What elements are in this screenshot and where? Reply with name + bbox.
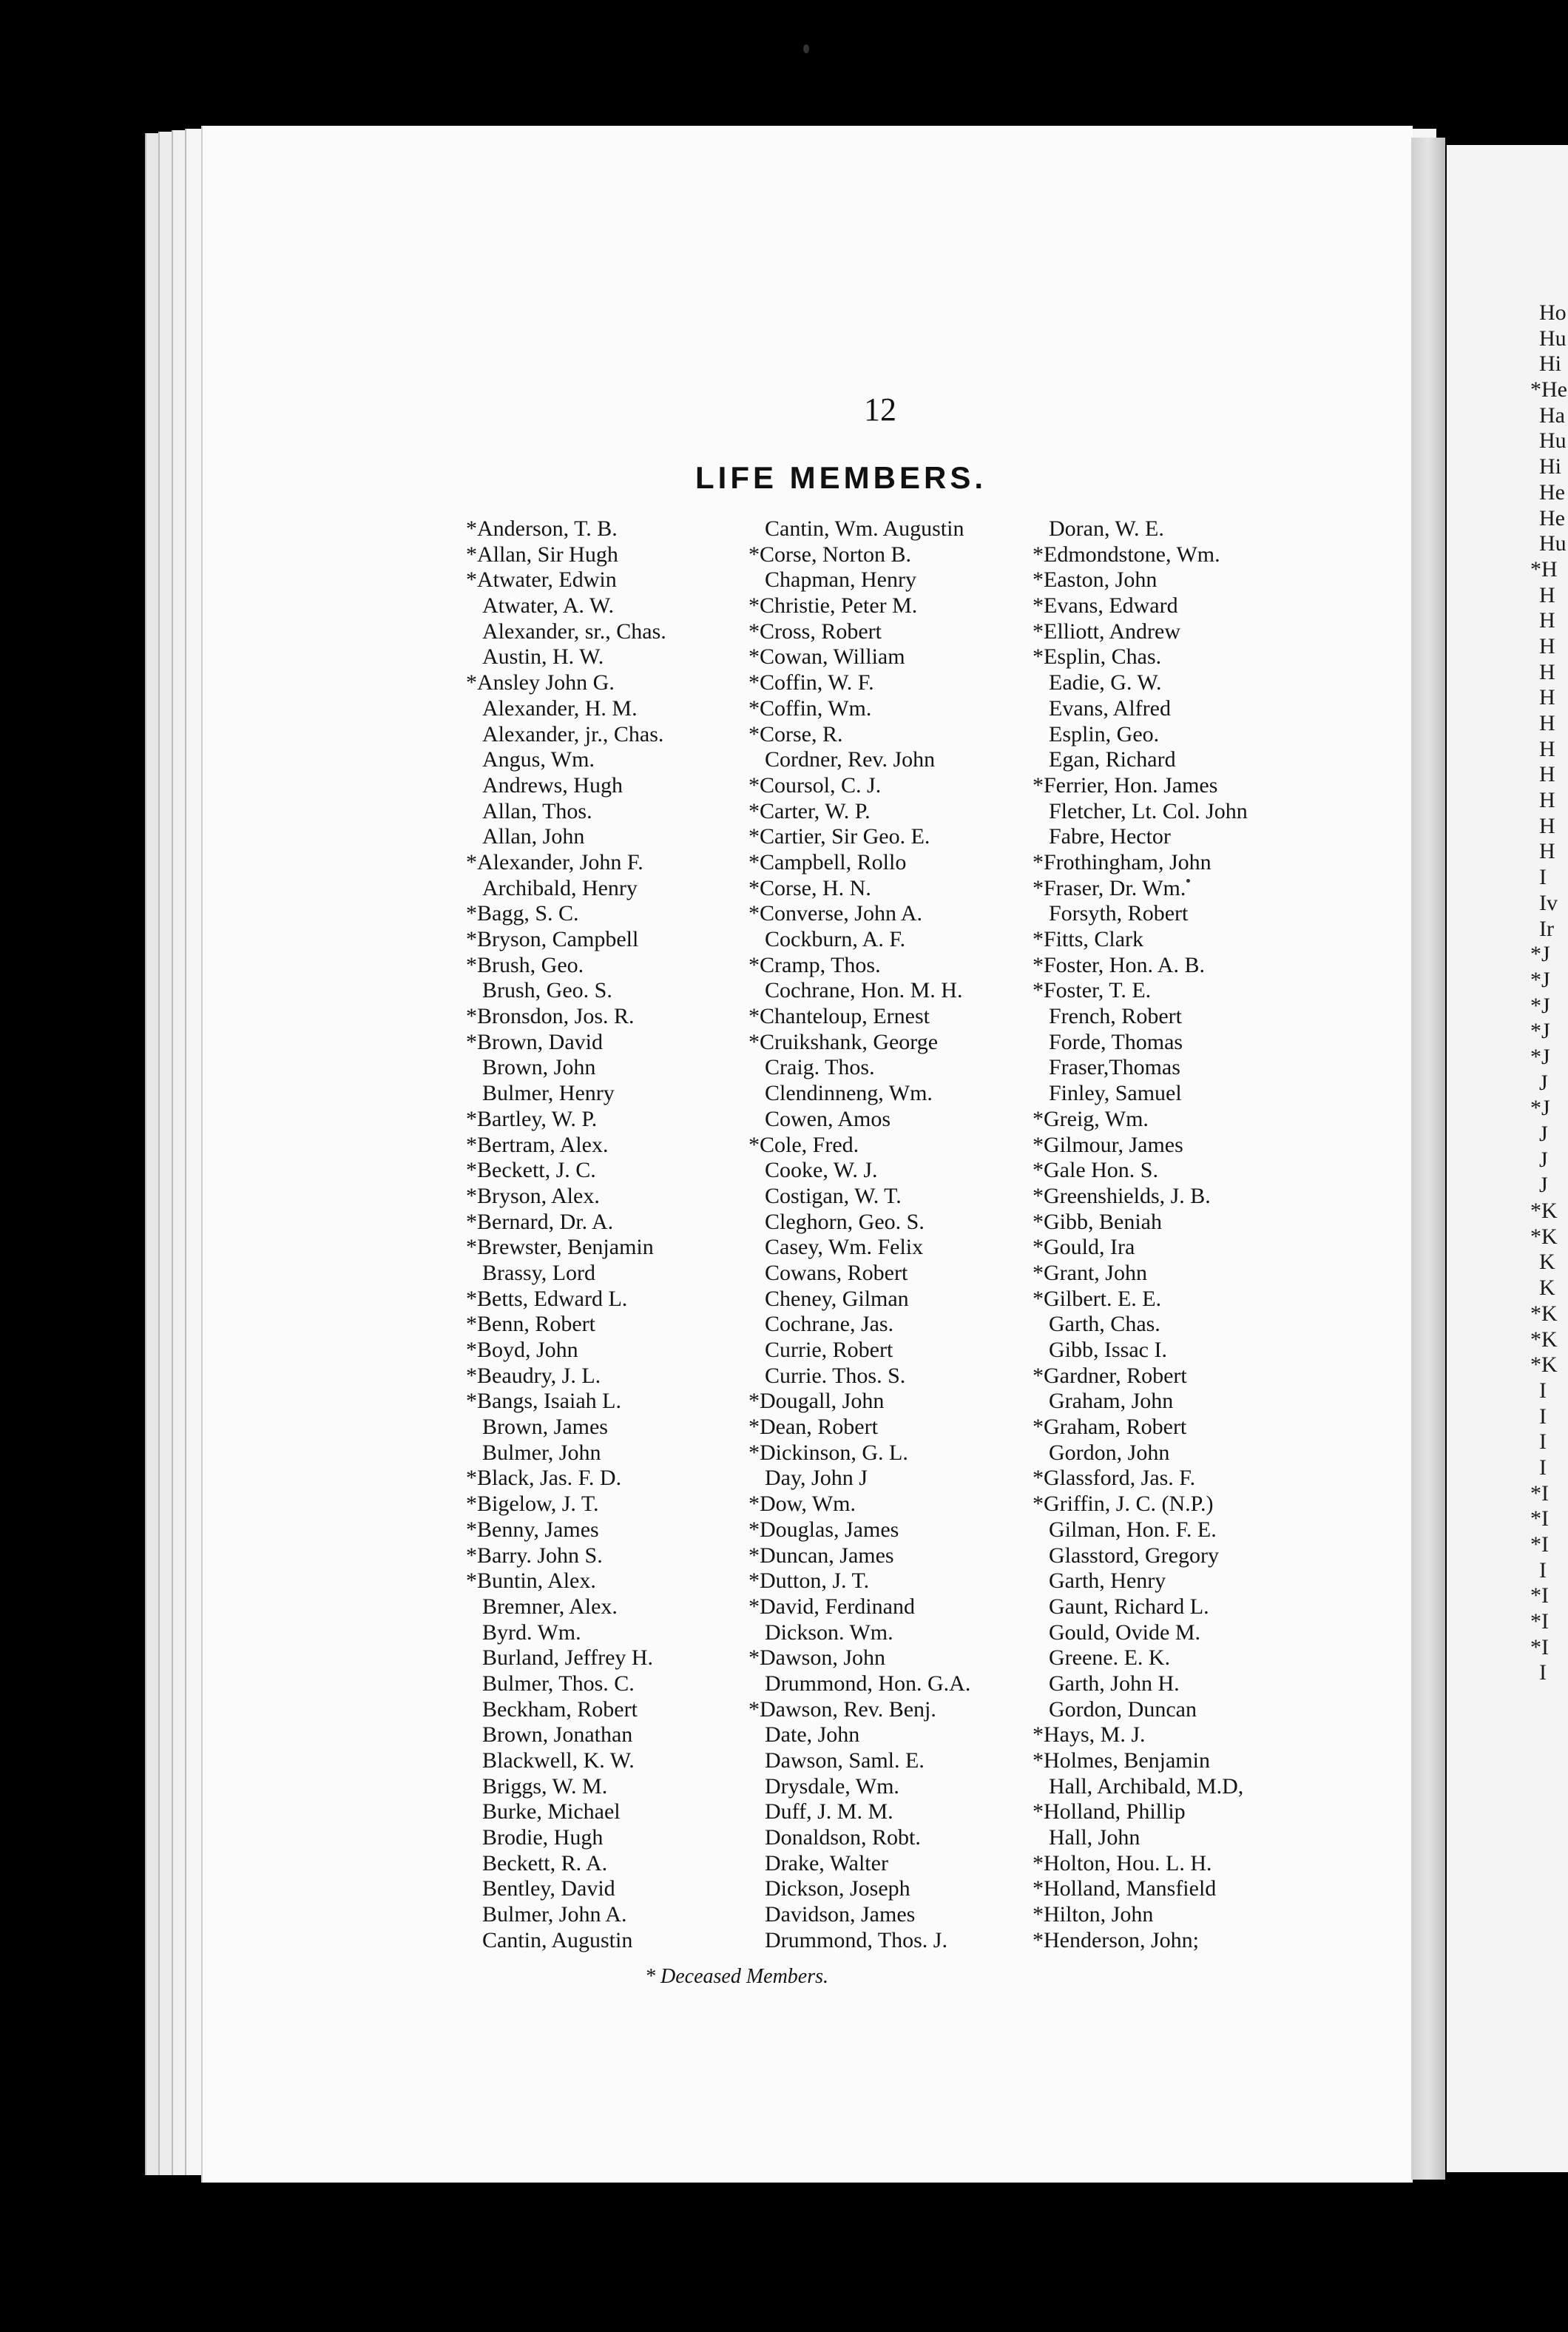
member-name: Dickson, Joseph xyxy=(765,1876,910,1901)
member-name: *Dawson, John xyxy=(748,1645,885,1671)
member-name: Garth, Chas. xyxy=(1049,1312,1160,1337)
facing-page-fragment: *I xyxy=(1530,1609,1549,1634)
member-name: Bentley, David xyxy=(482,1876,615,1901)
facing-page-fragment: *J xyxy=(1530,1044,1550,1069)
member-name: *Elliott, Andrew xyxy=(1033,619,1180,644)
member-name: *Foster, T. E. xyxy=(1033,978,1152,1003)
member-name: *Dickinson, G. L. xyxy=(748,1440,908,1465)
facing-page-fragment: Ha xyxy=(1539,402,1565,428)
facing-page-fragment: I xyxy=(1539,1429,1547,1455)
dust-speck xyxy=(803,44,809,53)
facing-page-fragment: I xyxy=(1539,1378,1547,1403)
member-name: Evans, Alfred xyxy=(1049,695,1171,721)
member-name: *Cross, Robert xyxy=(748,619,882,644)
member-name: *Dawson, Rev. Benj. xyxy=(748,1696,936,1722)
facing-page-fragment: I xyxy=(1539,1455,1547,1480)
facing-page-fragment: I xyxy=(1539,1403,1547,1429)
facing-page-fragment: H xyxy=(1539,685,1555,710)
facing-page-fragment: *H xyxy=(1530,556,1558,582)
member-name: *Holmes, Benjamin xyxy=(1033,1748,1210,1773)
facing-page-fragment: *J xyxy=(1530,967,1550,992)
member-name: *Glassford, Jas. F. xyxy=(1033,1466,1196,1491)
member-name: *Beckett, J. C. xyxy=(466,1158,596,1183)
member-column-3 xyxy=(1033,516,1248,1954)
member-name: Cheney, Gilman xyxy=(765,1286,909,1311)
member-name: Dawson, Saml. E. xyxy=(765,1748,925,1773)
member-name: *Cole, Fred. xyxy=(748,1132,859,1157)
facing-page-fragment: J xyxy=(1539,1147,1548,1172)
facing-page-fragment: H xyxy=(1539,582,1555,607)
member-name: Currie. Thos. S. xyxy=(765,1363,906,1388)
member-name: *Bartley, W. P. xyxy=(466,1106,598,1131)
member-name: Davidson, James xyxy=(765,1902,916,1927)
facing-page-fragment: K xyxy=(1539,1250,1555,1275)
facing-page-fragment: *J xyxy=(1530,942,1550,967)
member-name: French, Robert xyxy=(1049,1004,1182,1029)
member-name: *Ferrier, Hon. James xyxy=(1033,772,1218,798)
facing-page-fragment: H xyxy=(1539,762,1555,787)
member-name: Blackwell, K. W. xyxy=(482,1748,635,1773)
member-name: Cockburn, A. F. xyxy=(765,927,906,951)
facing-page-fragment: J xyxy=(1539,1122,1548,1146)
member-name: Day, John J xyxy=(765,1466,868,1491)
member-name: Bulmer, Henry xyxy=(482,1081,615,1106)
facing-page-fragment: *K xyxy=(1530,1224,1558,1249)
member-name: *Anderson, T. B. xyxy=(466,516,618,541)
member-name: *Evans, Edward xyxy=(1033,593,1178,619)
member-name: Alexander, jr., Chas. xyxy=(482,721,664,747)
member-name: *Fraser, Dr. Wm. xyxy=(1033,875,1186,900)
member-name: Burland, Jeffrey H. xyxy=(482,1645,654,1671)
member-name: Gordon, Duncan xyxy=(1049,1696,1197,1722)
facing-page-fragment: *J xyxy=(1530,1019,1550,1044)
member-name: *Foster, Hon. A. B. xyxy=(1033,952,1205,977)
member-name: Cochrane, Hon. M. H. xyxy=(765,978,963,1003)
facing-page-fragment: H xyxy=(1539,659,1555,684)
member-name: Burke, Michael xyxy=(482,1799,621,1824)
member-name: *Chanteloup, Ernest xyxy=(748,1004,930,1029)
member-name: Allan, Thos. xyxy=(482,798,592,823)
facing-page-fragment: Ir xyxy=(1539,916,1554,941)
member-name: Gibb, Issac I. xyxy=(1049,1338,1167,1362)
member-name: Gaunt, Richard L. xyxy=(1049,1594,1209,1619)
member-name: Doran, W. E. xyxy=(1049,516,1164,541)
member-column-2 xyxy=(748,516,970,1954)
facing-page-fragment: *I xyxy=(1530,1532,1549,1557)
member-name: *Allan, Sir Hugh xyxy=(466,542,618,567)
member-name: *Cowan, William xyxy=(748,644,905,670)
member-name: *Boyd, John xyxy=(466,1338,578,1362)
facing-page-fragment: K xyxy=(1539,1275,1555,1301)
member-name: *Christie, Peter M. xyxy=(748,593,918,619)
member-name: Clendinneng, Wm. xyxy=(765,1081,933,1106)
facing-page-fragment: *He xyxy=(1530,377,1567,402)
member-name: *Beaudry, J. L. xyxy=(466,1363,601,1388)
member-name: *Graham, Robert xyxy=(1033,1415,1187,1440)
member-name: Eadie, G. W. xyxy=(1049,670,1162,695)
member-name: *Corse, R. xyxy=(748,721,843,747)
member-name: *Carter, W. P. xyxy=(748,798,871,823)
member-name: Brush, Geo. S. xyxy=(482,978,612,1003)
member-name: *Dow, Wm. xyxy=(748,1492,856,1517)
member-name: *Gilmour, James xyxy=(1033,1132,1183,1157)
member-name: Currie, Robert xyxy=(765,1338,893,1362)
member-name: Gordon, John xyxy=(1049,1440,1170,1465)
facing-page-fragment: I xyxy=(1539,865,1547,890)
facing-page-fragment: H xyxy=(1539,788,1555,813)
facing-page-fragment: H xyxy=(1539,608,1555,633)
member-name: *Brush, Geo. xyxy=(466,952,584,977)
facing-page-fragment: I xyxy=(1539,1660,1547,1685)
member-name: Beckett, R. A. xyxy=(482,1850,608,1876)
member-name: Dickson. Wm. xyxy=(765,1620,893,1645)
page-gutter-shadow xyxy=(1411,138,1445,2180)
member-name: *Griffin, J. C. (N.P.) xyxy=(1033,1492,1214,1517)
member-name: *Bryson, Campbell xyxy=(466,927,639,951)
member-name: *Cramp, Thos. xyxy=(748,952,881,977)
member-name: *Benny, James xyxy=(466,1517,599,1542)
member-name: *Brown, David xyxy=(466,1029,603,1054)
facing-page-fragment: Hu xyxy=(1539,531,1567,556)
member-name: *Bangs, Isaiah L. xyxy=(466,1389,621,1414)
member-name: *Fitts, Clark xyxy=(1033,927,1144,951)
member-name: Brown, John xyxy=(482,1055,596,1080)
member-name: *Hays, M. J. xyxy=(1033,1722,1146,1748)
member-name: *Frothingham, John xyxy=(1033,849,1212,874)
deceased-members-footnote: * Deceased Members. xyxy=(645,1965,829,1988)
member-name: *Greig, Wm. xyxy=(1033,1106,1149,1131)
member-name: Duff, J. M. M. xyxy=(765,1799,893,1824)
member-name: *Dougall, John xyxy=(748,1389,885,1414)
facing-page-fragment: I xyxy=(1539,1557,1547,1583)
member-name: Date, John xyxy=(765,1722,860,1748)
member-name: *Alexander, John F. xyxy=(466,849,643,874)
member-name: Fraser,Thomas xyxy=(1049,1055,1180,1080)
member-name: Gould, Ovide M. xyxy=(1049,1620,1200,1645)
member-name: *Esplin, Chas. xyxy=(1033,644,1162,670)
facing-page-fragment: *I xyxy=(1530,1634,1549,1659)
member-name: *Gould, Ira xyxy=(1033,1235,1135,1260)
member-name: Gilman, Hon. F. E. xyxy=(1049,1517,1217,1542)
member-name: Cantin, Wm. Augustin xyxy=(765,516,964,541)
member-name: *Bronsdon, Jos. R. xyxy=(466,1004,635,1029)
member-name: Alexander, sr., Chas. xyxy=(482,619,666,644)
member-name: Brodie, Hugh xyxy=(482,1825,604,1850)
member-name: *Barry. John S. xyxy=(466,1543,603,1568)
facing-page-edge xyxy=(1447,145,1568,2172)
facing-page-fragment: H xyxy=(1539,736,1555,761)
member-name: *Bryson, Alex. xyxy=(466,1183,600,1208)
facing-page-fragment: Hu xyxy=(1539,428,1567,454)
member-name: Beckham, Robert xyxy=(482,1696,638,1722)
member-name: Brassy, Lord xyxy=(482,1260,596,1285)
facing-page-fragment: H xyxy=(1539,839,1555,864)
member-name: Bulmer, John A. xyxy=(482,1902,627,1927)
member-name: *Brewster, Benjamin xyxy=(466,1235,654,1260)
member-name: *Gilbert. E. E. xyxy=(1033,1286,1162,1311)
facing-page-fragment: *K xyxy=(1530,1327,1558,1352)
facing-page-fragment: H xyxy=(1539,813,1555,838)
member-column-1 xyxy=(466,516,666,1954)
member-name: *Corse, Norton B. xyxy=(748,542,911,567)
member-name: *Bagg, S. C. xyxy=(466,901,579,926)
member-name: *Holland, Mansfield xyxy=(1033,1876,1217,1901)
member-name: Forde, Thomas xyxy=(1049,1029,1183,1054)
section-title: LIFE MEMBERS. xyxy=(695,460,987,495)
member-name: *Coffin, Wm. xyxy=(748,695,872,721)
member-name: Cooke, W. J. xyxy=(765,1158,878,1183)
member-name: Drummond, Hon. G.A. xyxy=(765,1671,971,1696)
facing-page-fragment: He xyxy=(1539,479,1565,505)
member-name: Cleghorn, Geo. S. xyxy=(765,1209,925,1234)
member-name: Atwater, A. W. xyxy=(482,593,614,619)
facing-page-fragment: *J xyxy=(1530,1096,1550,1121)
member-name: Esplin, Geo. xyxy=(1049,721,1160,747)
member-name: *Buntin, Alex. xyxy=(466,1568,596,1594)
facing-page-fragment: *I xyxy=(1530,1506,1549,1531)
facing-page-fragment: J xyxy=(1539,1173,1548,1198)
member-name: *Easton, John xyxy=(1033,567,1158,593)
member-name: Fletcher, Lt. Col. John xyxy=(1049,798,1248,823)
facing-page-fragment: Iv xyxy=(1539,890,1558,915)
member-name: Garth, Henry xyxy=(1049,1568,1166,1594)
member-name: Austin, H. W. xyxy=(482,644,604,670)
facing-page-fragment: H xyxy=(1539,633,1555,658)
member-name: *David, Ferdinand xyxy=(748,1594,915,1619)
member-name: Finley, Samuel xyxy=(1049,1081,1182,1106)
member-name: Byrd. Wm. xyxy=(482,1620,581,1645)
member-name: *Bigelow, J. T. xyxy=(466,1492,599,1517)
member-name: Drummond, Thos. J. xyxy=(765,1927,947,1952)
member-name: Fabre, Hector xyxy=(1049,824,1171,849)
member-name: Cochrane, Jas. xyxy=(765,1312,894,1337)
member-name: Alexander, H. M. xyxy=(482,695,638,721)
member-name: Allan, John xyxy=(482,824,585,849)
member-name: *Corse, H. N. xyxy=(748,875,871,900)
member-name: Casey, Wm. Felix xyxy=(765,1235,924,1260)
member-name: Greene. E. K. xyxy=(1049,1645,1171,1671)
member-name: Hall, Archibald, M.D, xyxy=(1049,1773,1244,1799)
member-name: *Bernard, Dr. A. xyxy=(466,1209,614,1234)
facing-page-fragment: H xyxy=(1539,711,1555,735)
member-name: Garth, John H. xyxy=(1049,1671,1180,1696)
member-name: Brown, Jonathan xyxy=(482,1722,633,1748)
member-name: *Coursol, C. J. xyxy=(748,772,882,798)
member-name: *Dutton, J. T. xyxy=(748,1568,870,1594)
member-name: *Bertram, Alex. xyxy=(466,1132,609,1157)
facing-page-fragment: Hi xyxy=(1539,351,1561,377)
member-name: Briggs, W. M. xyxy=(482,1773,608,1799)
member-name: Bulmer, John xyxy=(482,1440,601,1465)
member-name: Graham, John xyxy=(1049,1389,1174,1414)
facing-page-fragment: *I xyxy=(1530,1583,1549,1608)
member-name: Bremner, Alex. xyxy=(482,1594,618,1619)
member-name: Chapman, Henry xyxy=(765,567,916,593)
member-name: *Gardner, Robert xyxy=(1033,1363,1187,1388)
member-name: *Holton, Hou. L. H. xyxy=(1033,1850,1212,1876)
member-name: Drysdale, Wm. xyxy=(765,1773,899,1799)
facing-page-fragment: J xyxy=(1539,1070,1548,1095)
facing-page-fragment: *I xyxy=(1530,1480,1549,1506)
member-name: *Converse, John A. xyxy=(748,901,922,926)
facing-page-fragment: *K xyxy=(1530,1352,1558,1378)
member-name: *Cartier, Sir Geo. E. xyxy=(748,824,930,849)
member-name: *Betts, Edward L. xyxy=(466,1286,628,1311)
member-name: Egan, Richard xyxy=(1049,747,1176,772)
member-name: Cowans, Robert xyxy=(765,1260,908,1285)
member-name: Angus, Wm. xyxy=(482,747,595,772)
member-name: Cowen, Amos xyxy=(765,1106,891,1131)
member-name: *Gale Hon. S. xyxy=(1033,1158,1158,1183)
member-name: Hall, John xyxy=(1049,1825,1140,1850)
member-name: Brown, James xyxy=(482,1415,608,1440)
member-name: *Duncan, James xyxy=(748,1543,894,1568)
member-name: Bulmer, Thos. C. xyxy=(482,1671,635,1696)
member-name: *Atwater, Edwin xyxy=(466,567,617,593)
member-name: Glasstord, Gregory xyxy=(1049,1543,1219,1568)
member-name: Drake, Walter xyxy=(765,1850,888,1876)
member-name: *Hilton, John xyxy=(1033,1902,1154,1927)
member-name: *Edmondstone, Wm. xyxy=(1033,542,1220,567)
page-number: 12 xyxy=(864,391,896,428)
member-name: Andrews, Hugh xyxy=(482,772,623,798)
facing-page-fragment: Ho xyxy=(1539,300,1567,325)
member-name: *Gibb, Beniah xyxy=(1033,1209,1162,1234)
member-name: *Holland, Phillip xyxy=(1033,1799,1186,1824)
member-name: *Ansley John G. xyxy=(466,670,615,695)
member-name: *Campbell, Rollo xyxy=(748,849,907,874)
member-name: Archibald, Henry xyxy=(482,875,638,900)
member-name: Cantin, Augustin xyxy=(482,1927,633,1952)
facing-page-fragment: Hi xyxy=(1539,454,1561,479)
member-name: *Greenshields, J. B. xyxy=(1033,1183,1211,1208)
member-name: Donaldson, Robt. xyxy=(765,1825,921,1850)
member-name: *Benn, Robert xyxy=(466,1312,595,1337)
facing-page-fragment: *K xyxy=(1530,1199,1558,1224)
member-name: Costigan, W. T. xyxy=(765,1183,902,1208)
facing-page-fragment: *K xyxy=(1530,1301,1558,1326)
facing-page-fragment: He xyxy=(1539,505,1565,530)
member-name: *Cruikshank, George xyxy=(748,1029,939,1054)
member-name: *Henderson, John; xyxy=(1033,1927,1199,1952)
member-name: Cordner, Rev. John xyxy=(765,747,936,772)
member-name: *Black, Jas. F. D. xyxy=(466,1466,622,1491)
member-name: Forsyth, Robert xyxy=(1049,901,1189,926)
facing-page-fragment: *J xyxy=(1530,993,1550,1018)
facing-page-fragment: Hu xyxy=(1539,326,1567,351)
member-name: *Grant, John xyxy=(1033,1260,1147,1285)
member-name: *Coffin, W. F. xyxy=(748,670,874,695)
member-name: Craig. Thos. xyxy=(765,1055,875,1080)
member-name: *Dean, Robert xyxy=(748,1415,878,1440)
member-name: *Douglas, James xyxy=(748,1517,899,1542)
